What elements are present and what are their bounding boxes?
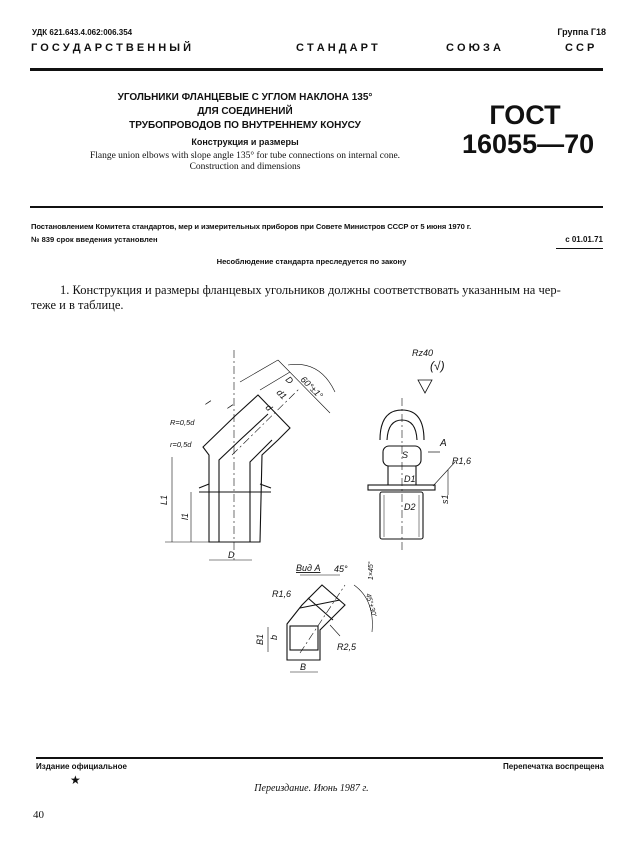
dim-s1: s1: [440, 494, 450, 504]
drawing-line: [330, 625, 340, 636]
gost-label: ГОСТ: [489, 100, 561, 130]
dim-D2: D2: [404, 502, 416, 512]
law-notice: Несоблюдение стандарта преследуется по закону: [216, 257, 407, 266]
dim-D-bottom: D: [228, 550, 235, 560]
banner-word-4: С С Р: [565, 42, 595, 54]
subtitle: Конструкция и размеры: [191, 137, 299, 147]
dim-L1: L1: [159, 494, 169, 505]
gost-number: 16055—70: [462, 129, 595, 159]
elbow-flange: [199, 484, 271, 492]
dim-B: B: [300, 662, 307, 672]
dim-l-small: l: [225, 402, 235, 411]
reprint-forbidden: Перепечатка воспрещена: [503, 762, 604, 771]
drawing-line: [290, 626, 318, 650]
angle-tolerance-label: 45°±30': [364, 592, 377, 618]
roughness-extra: (√): [430, 359, 445, 373]
footer-rule: [36, 757, 603, 759]
view-A-label: Вид А: [296, 563, 321, 573]
chamfer-label: 1×45°: [368, 561, 375, 580]
title-line-1: УГОЛЬНИКИ ФЛАНЦЕВЫЕ С УГЛОМ НАКЛОНА 135°: [117, 92, 373, 103]
view-arrow-A: A: [440, 438, 447, 449]
udk-code: УДК 621.643.4.062:006.354: [32, 28, 133, 37]
drawing-line: [380, 492, 423, 539]
title-line-3: ТРУБОПРОВОДОВ ПО ВНУТРЕННЕМУ КОНУСУ: [129, 120, 361, 131]
reissue-note: Переиздание. Июнь 1987 г.: [254, 783, 369, 794]
banner-word-2: С Т А Н Д А Р Т: [296, 42, 378, 54]
english-title-2: Construction and dimensions: [189, 162, 301, 172]
angle-label: 60°±1°: [298, 374, 325, 401]
radius-R16: R1,6: [452, 456, 472, 466]
dim-l: l: [203, 398, 213, 407]
dim-S: S: [402, 450, 409, 460]
group-label: Группа Г18: [557, 27, 606, 37]
title-line-2: ДЛЯ СОЕДИНЕНИЙ: [197, 106, 293, 117]
banner-word-1: Г О С У Д А Р С Т В Е Н Н Ы Й: [31, 42, 191, 54]
drawing-line: [368, 485, 435, 490]
official-edition: Издание официальное: [36, 762, 127, 771]
dim-l1: l1: [180, 512, 190, 520]
decree-line-2: № 839 срок введения установлен: [31, 235, 158, 244]
star-icon: ★: [70, 773, 81, 787]
dim-d: d: [263, 402, 275, 413]
drawing-line: [232, 388, 300, 455]
paragraph-line-2: теже и в таблице.: [31, 298, 124, 312]
banner-word-3: С О Ю З А: [446, 42, 501, 54]
dim-D: D: [283, 374, 296, 387]
radius-R16-bottom: R1,6: [272, 589, 292, 599]
elbow-bore: [219, 414, 272, 542]
effective-date: с 01.01.71: [565, 235, 603, 244]
radius-r: r=0,5d: [170, 440, 192, 449]
dim-D1: D1: [404, 474, 416, 484]
radius-R: R=0,5d: [170, 418, 195, 427]
radius-R25: R2,5: [337, 642, 357, 652]
dim-d1: d1: [274, 387, 289, 402]
elbow-section-outline: [203, 395, 290, 542]
roughness-label: Rz40: [412, 348, 434, 358]
english-title-1: Flange union elbows with slope angle 135° for tube connections on internal cone.: [89, 151, 401, 161]
dim-B1: B1: [255, 633, 265, 645]
decree-line-1: Постановлением Комитета стандартов, мер и измерительных приборов при Совете Министров СССР от 5 июня 1970 г.: [31, 222, 472, 231]
page-number: 40: [33, 809, 44, 821]
drawing-line: [418, 380, 432, 393]
angle-45-label: 45°: [334, 564, 348, 574]
dim-b: b: [269, 634, 279, 640]
paragraph-line-1: 1. Конструкция и размеры фланцевых угольников должны соответствовать указанным на чер-: [60, 283, 561, 297]
